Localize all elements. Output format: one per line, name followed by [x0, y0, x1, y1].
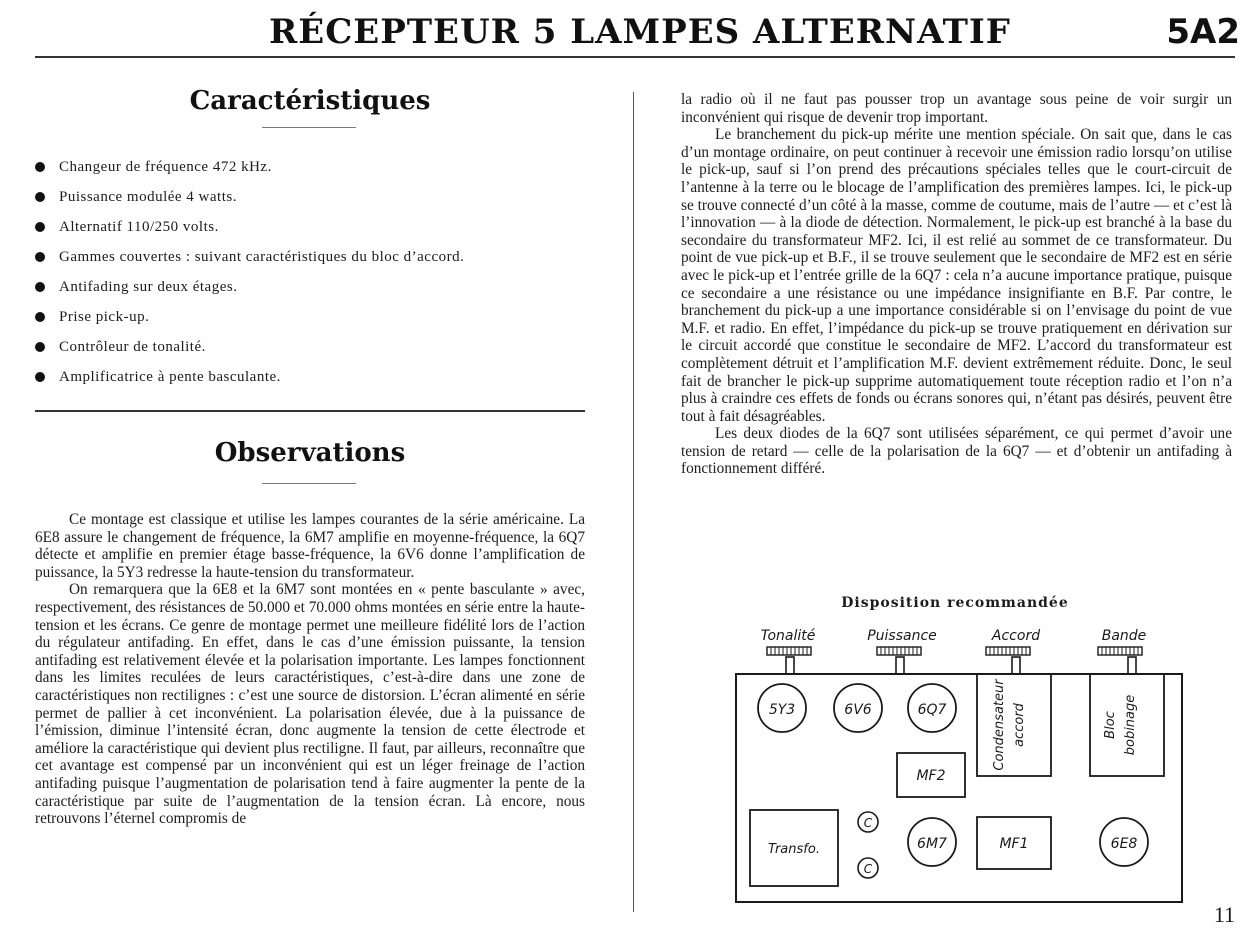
knob-tonalite [767, 647, 811, 674]
right-column-text [681, 91, 1232, 478]
svg-text:accord: accord [1012, 703, 1027, 747]
control-label-puissance: Puissance [867, 628, 937, 644]
title-underline [262, 483, 356, 484]
svg-text:6V6: 6V6 [844, 702, 872, 718]
list-item: Amplificatrice à pente basculante. [35, 362, 595, 392]
list-item: Contrôleur de tonalité. [35, 332, 595, 362]
layout-diagram [720, 620, 1190, 910]
control-label-accord: Accord [991, 628, 1041, 644]
bullet-icon [35, 222, 45, 232]
chassis-outline [736, 674, 1182, 902]
list-item: Puissance modulée 4 watts. [35, 182, 595, 212]
characteristics-title: Caractéristiques [189, 86, 431, 116]
svg-text:MF2: MF2 [916, 768, 946, 784]
tube-5y3 [758, 684, 806, 732]
tube-6e8 [1100, 818, 1148, 866]
section-divider [35, 410, 585, 412]
paragraph: Ce montage est classique et utilise les lampes courantes de la série américaine. La 6E8 assure le changement de fréquence, la 6M7 amplifie en moyenne-fréquence, la 6Q7 détecte et amplifie en premier étage basse-fréquence, la 6V6 donne l’amplification de puissance, la 5Y3 redresse la haute-tension du transformateur. [35, 511, 585, 581]
tube-6v6 [834, 684, 882, 732]
paragraph: Le branchement du pick-up mérite une mention spéciale. On sait que, dans le cas d’un montage ordinaire, on peut continuer à recevoir une émission radio lorsqu’on utilise le pick-up, sauf si l’on prend des précautions spéciales telles que le court-circuit de l’antenne à la terre ou le blocage de l’amplification des premières lampes. Ici, le pick-up se trouve connecté d’un côté à la masse, comme de coutume, mais de l’autre — et c’est là l’innovation — à la diode de détection. Normalement, le pick-up est branché à la base du secondaire du transformateur MF2. Ici, il est relié au sommet de ce transformateur. Du point de vue pick-up et B.F., il se trouve seulement que le secondaire de MF2 est en série avec le pick-up et l’entrée grille de la 6Q7 : cela n’a aucune importance pratique, puisque ce secondaire a une résistance ou une impédance insignifiante en B.F. Par contre, le branchement du pick-up a une importance considérable si on l’envisage du point de vue M.F. et radio. En effet, l’impédance du pick-up se trouve pratiquement en dérivation sur le circuit accordé que constitue le secondaire de MF2. L’accord du transformateur est complètement détruit et l’amplification M.F. devient extrêmement réduite. Donc, le seul fait de brancher le pick-up supprime automatiquement toute réception radio et l’on n’a plus à craindre ces effets de fonds ou écrans sonores qui, n’étant pas désirés, peuvent être tout à fait désagréables. [681, 126, 1232, 425]
list-item: Antifading sur deux étages. [35, 272, 595, 302]
svg-text:MF1: MF1 [999, 836, 1029, 852]
title-underline [262, 127, 356, 128]
svg-text:C: C [863, 862, 873, 876]
paragraph: Les deux diodes de la 6Q7 sont utilisées séparément, ce qui permet d’avoir une tension de retard — celle de la polarisation de la 6Q7 — et d’obtenir un antifading à fonctionnement différé. [681, 425, 1232, 478]
svg-text:6E8: 6E8 [1110, 836, 1138, 852]
list-item: Changeur de fréquence 472 kHz. [35, 152, 595, 182]
svg-text:Condensateur: Condensateur [992, 679, 1007, 771]
knob-accord [986, 647, 1030, 674]
knob-puissance [877, 647, 921, 674]
page-header-title: RÉCEPTEUR 5 LAMPES ALTERNATIF [269, 12, 1011, 52]
mf1-block [977, 817, 1051, 869]
paragraph: la radio où il ne faut pas pousser trop un avantage sous peine de voir surgir un inconvénient qui risque de devenir trop important. [681, 91, 1232, 126]
transformer-block [750, 810, 838, 886]
coil-block [1090, 674, 1164, 776]
paragraph: On remarquera que la 6E8 et la 6M7 sont montées en « pente basculante » avec, respectivement, des résistances de 50.000 et 70.000 ohms montées en série entre la haute-tension et les écrans. Ce genre de montage permet une meilleure fidélité lors de l’action du régulateur antifading. En effet, dans le cas d’une émission puissante, la tension antifading est relativement élevée et la polarisation importante. Les lampes fonctionnent dans les limites reculées de leurs caractéristiques, c’est-à-dire dans une zone de caractéristiques non rectilignes : c’est une source de distorsion. L’écran alimenté en série permet de pallier à cet inconvénient. La polarisation élevée, due à la puissance de l’émission, diminue l’intensité écran, donc augmente la tension de cette électrode et améliore la caractéristique qui devient plus rectiligne. Il faut, par ailleurs, reconnaître que cet avantage est compensé par un inconvénient qui est un léger freinage de l’action antifading puisque l’augmentation de polarisation tend à faire augmenter la pente de la caractéristique par suite de l’augmentation de la tension écran. Là encore, nous retrouvons l’éternel compromis de [35, 581, 585, 828]
condenser-block [977, 674, 1051, 776]
svg-text:bobinage: bobinage [1123, 694, 1138, 756]
svg-text:6M7: 6M7 [917, 836, 947, 852]
control-label-tonalite: Tonalité [760, 628, 816, 644]
svg-text:6Q7: 6Q7 [917, 702, 947, 718]
mf2-block [897, 753, 965, 797]
characteristics-list [35, 152, 595, 392]
bullet-icon [35, 342, 45, 352]
model-code: 5A2 [1166, 12, 1240, 52]
page-number: 11 [1213, 902, 1235, 927]
observations-title: Observations [214, 438, 406, 468]
header-rule [35, 56, 1235, 58]
bullet-icon [35, 162, 45, 172]
bullet-icon [35, 282, 45, 292]
list-item: Prise pick-up. [35, 302, 595, 332]
knob-bande [1098, 647, 1142, 674]
bullet-icon [35, 192, 45, 202]
bullet-icon [35, 312, 45, 322]
capacitor-bottom [858, 858, 878, 878]
list-item: Alternatif 110/250 volts. [35, 212, 595, 242]
svg-text:Transfo.: Transfo. [768, 842, 820, 857]
capacitor-top [858, 812, 878, 832]
svg-text:Bloc: Bloc [1103, 711, 1118, 739]
control-label-bande: Bande [1101, 628, 1147, 644]
column-divider [633, 92, 634, 912]
tube-6m7 [908, 818, 956, 866]
svg-text:C: C [863, 816, 873, 830]
bullet-icon [35, 252, 45, 262]
observations-text [35, 511, 585, 828]
figure-title: Disposition recommandée [841, 595, 1069, 611]
tube-6q7 [908, 684, 956, 732]
list-item: Gammes couvertes : suivant caractéristiques du bloc d’accord. [35, 242, 595, 272]
bullet-icon [35, 372, 45, 382]
svg-text:5Y3: 5Y3 [768, 702, 796, 718]
